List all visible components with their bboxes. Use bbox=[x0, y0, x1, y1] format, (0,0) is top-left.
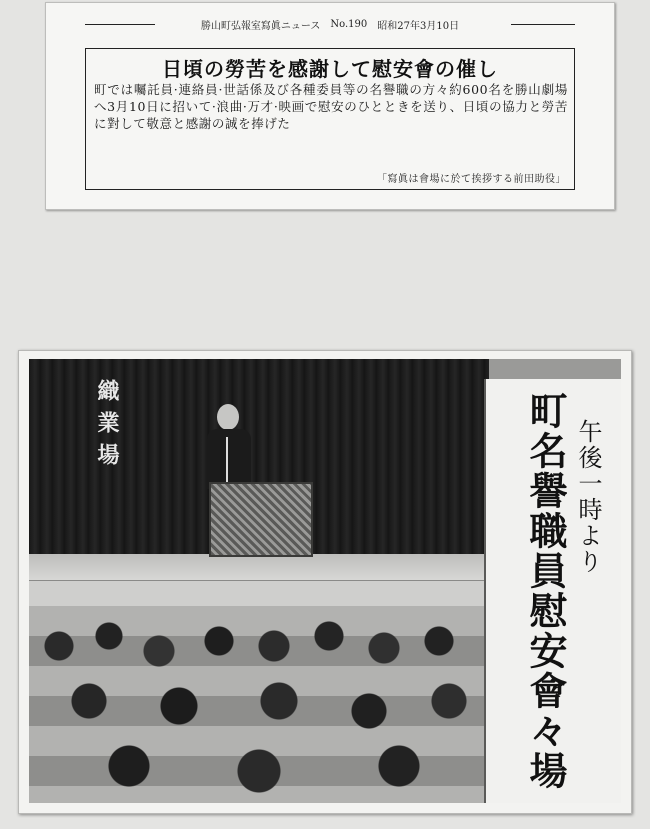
speaker-head bbox=[217, 404, 239, 430]
issue-number: No.190 bbox=[330, 18, 368, 30]
header-prefix: 勝山町弘報室寫眞ニュース bbox=[200, 20, 321, 32]
article-body: 町では囑託員·連絡員·世話係及び各種委員等の名譽職の方々約600名を勝山劇場へ3月10日に招いて·浪曲·万才·映画で慰安のひとときを送り、日頃の協力と勞苦に對して敬意と感謝の誠を捧げた bbox=[94, 82, 568, 131]
venue-sign-time: 午後一時より bbox=[574, 419, 602, 575]
stage-front bbox=[29, 580, 489, 607]
audience bbox=[29, 606, 489, 803]
clipping-body-box bbox=[85, 48, 575, 190]
headline: 日頃の勞苦を感謝して慰安會の催し bbox=[162, 57, 498, 81]
speaker-figure bbox=[207, 429, 251, 489]
venue-sign bbox=[484, 379, 621, 803]
photo-caption: 「寫眞は會場に於て挨拶する前田助役」 bbox=[377, 174, 566, 185]
photo-print bbox=[18, 350, 632, 814]
issue-date: 昭和27年3月10日 bbox=[377, 20, 460, 32]
header-rule-right bbox=[511, 24, 575, 25]
header-rule-left bbox=[85, 24, 155, 25]
news-clipping bbox=[45, 2, 615, 210]
stage-floor bbox=[29, 554, 489, 580]
venue-sign-title: 町名譽職員慰安會々場 bbox=[523, 391, 568, 791]
microphone-stand bbox=[226, 437, 228, 482]
podium bbox=[209, 482, 313, 557]
stage-banner-text: 織業場 bbox=[94, 379, 120, 475]
event-photo bbox=[29, 359, 621, 803]
